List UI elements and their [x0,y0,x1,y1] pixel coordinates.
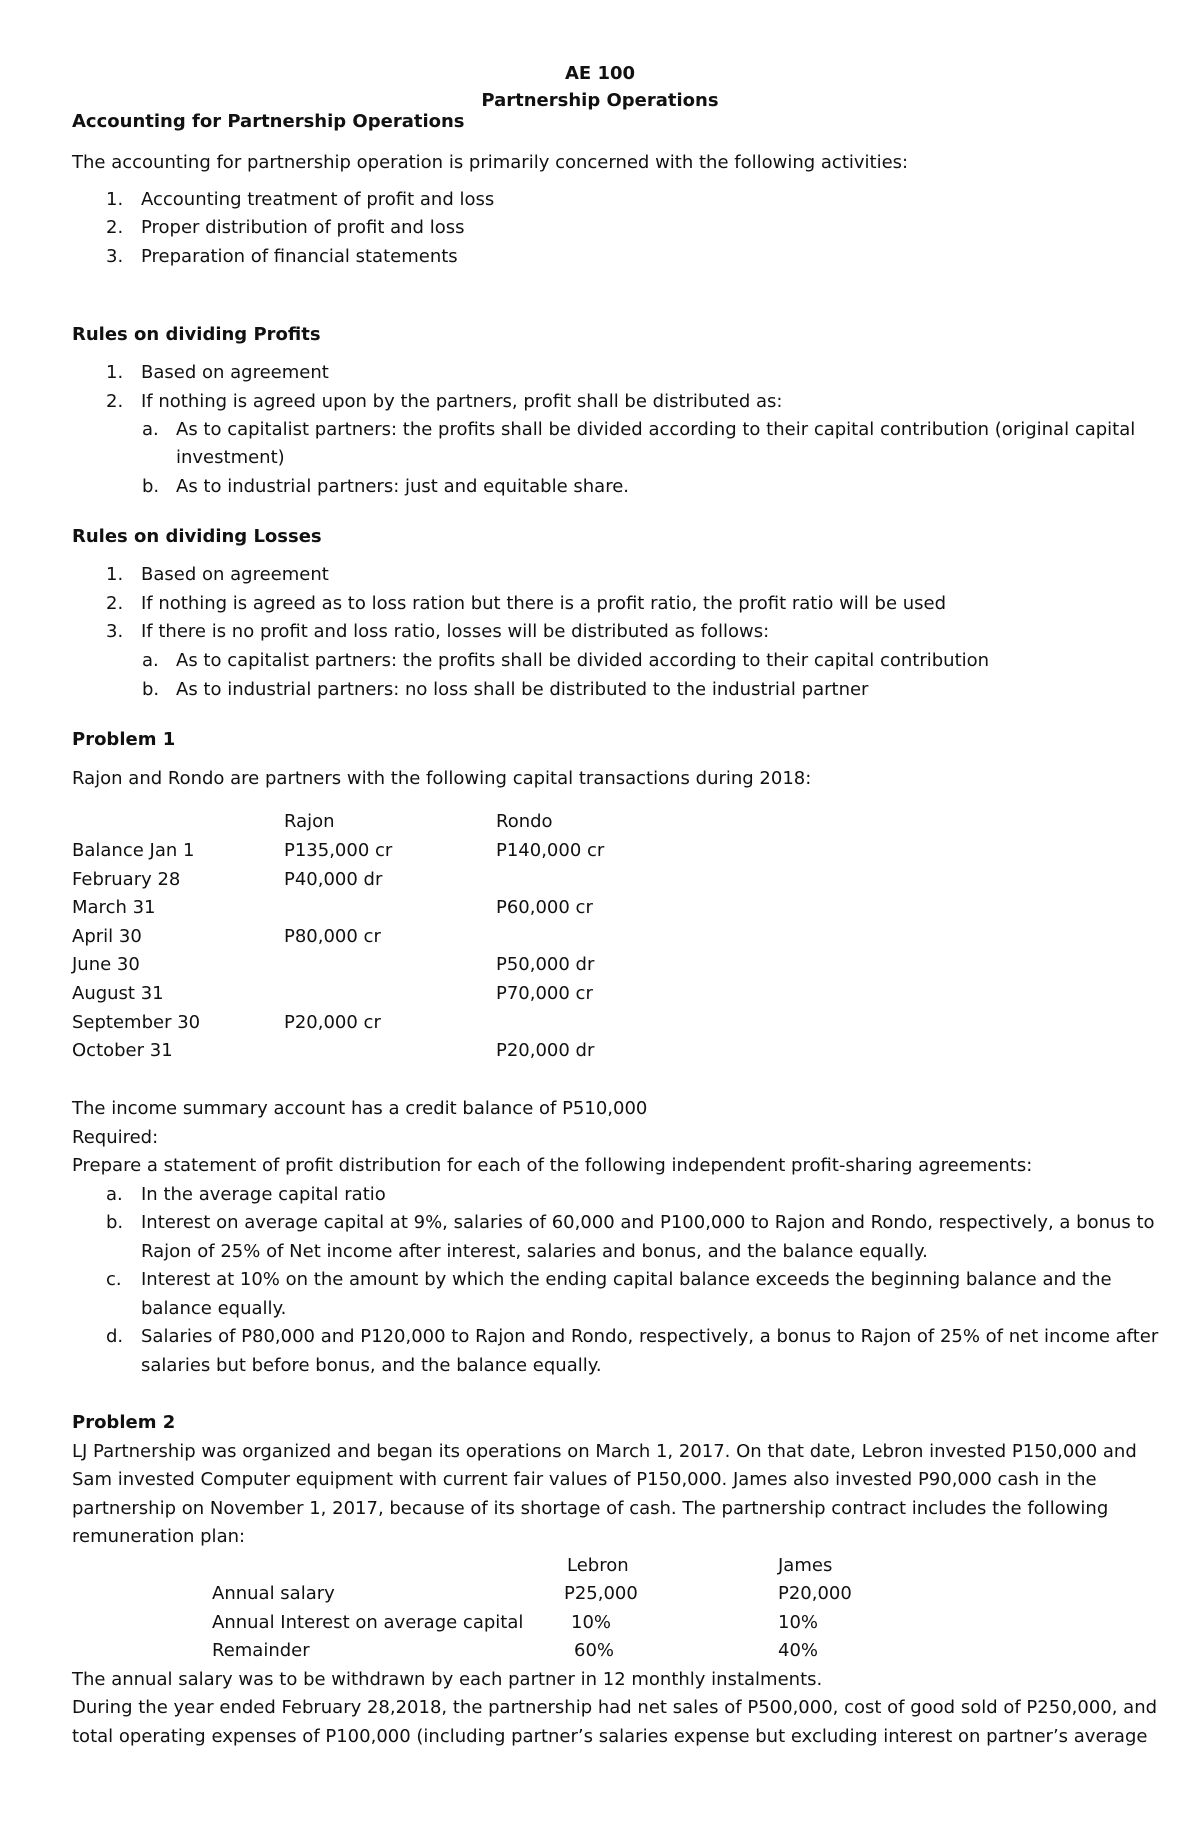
list-item: Preparation of financial statements [141,246,458,267]
row-label: September 30 [72,1012,201,1033]
lebron-cell: P25,000 [564,1583,638,1604]
sublist-letter: b. [142,476,160,497]
list-item: Accounting treatment of profit and loss [141,189,495,210]
income-summary-line: The income summary account has a credit balance of P510,000 [72,1098,648,1119]
section-title-losses: Rules on dividing Losses [72,526,322,547]
list-number: 2. [106,217,124,238]
problem2-paragraph-line: LJ Partnership was organized and began its operations on March 1, 2017. On that date, Lebron invested P150,000 and [72,1441,1137,1462]
rajon-cell: P40,000 dr [284,869,383,890]
rondo-cell: P20,000 dr [496,1040,595,1061]
problem2-paragraph-line: remuneration plan: [72,1526,246,1547]
sublist-letter: b. [142,679,160,700]
sublist-item: As to capitalist partners: the profits shall be divided according to their capital contribution (original capital [176,419,1136,440]
section-title-profits: Rules on dividing Profits [72,324,321,345]
row-label: Annual Interest on average capital [212,1612,524,1633]
james-cell: 10% [778,1612,819,1633]
rondo-cell: P140,000 cr [496,840,605,861]
section-title-accounting: Accounting for Partnership Operations [72,111,465,132]
problem2-paragraph-line: partnership on November 1, 2017, because of its shortage of cash. The partnership contract includes the following [72,1498,1109,1519]
problem2-text-line: total operating expenses of P100,000 (including partner’s salaries expense but excluding interest on partner’s average [72,1726,1148,1747]
rondo-cell: P50,000 dr [496,954,595,975]
option-text: In the average capital ratio [141,1184,386,1205]
column-header-rajon: Rajon [284,811,335,832]
column-header-rondo: Rondo [496,811,553,832]
sublist-item: As to capitalist partners: the profits shall be divided according to their capital contribution [176,650,990,671]
row-label: Balance Jan 1 [72,840,195,861]
problem1-intro: Rajon and Rondo are partners with the following capital transactions during 2018: [72,768,812,789]
column-header-lebron: Lebron [567,1555,629,1576]
option-text: Salaries of P80,000 and P120,000 to Rajon and Rondo, respectively, a bonus to Rajon of 25% of net income after [141,1326,1159,1347]
problem2-text-line: During the year ended February 28,2018, the partnership had net sales of P500,000, cost of good sold of P250,000, and [72,1697,1158,1718]
list-number: 2. [106,391,124,412]
james-cell: P20,000 [778,1583,852,1604]
row-label: Remainder [212,1640,310,1661]
row-label: March 31 [72,897,156,918]
option-letter: b. [106,1212,124,1233]
accounting-intro: The accounting for partnership operation is primarily concerned with the following activities: [72,152,909,173]
list-number: 2. [106,593,124,614]
list-number: 1. [106,189,124,210]
list-item: Based on agreement [141,362,329,383]
problem2-paragraph-line: Sam invested Computer equipment with current fair values of P150,000. James also invested P90,000 cash in the [72,1469,1097,1490]
sublist-item: As to industrial partners: no loss shall be distributed to the industrial partner [176,679,869,700]
row-label: April 30 [72,926,142,947]
rondo-cell: P60,000 cr [496,897,593,918]
lebron-cell: 60% [574,1640,615,1661]
rajon-cell: P80,000 cr [284,926,381,947]
row-label: August 31 [72,983,164,1004]
row-label: February 28 [72,869,181,890]
row-label: June 30 [72,954,140,975]
option-text-continued: salaries but before bonus, and the balance equally. [141,1355,602,1376]
list-item: Based on agreement [141,564,329,585]
column-header-james: James [778,1555,833,1576]
sublist-item: As to industrial partners: just and equitable share. [176,476,629,497]
sublist-item-continued: investment) [176,447,285,468]
problem2-text-line: The annual salary was to be withdrawn by each partner in 12 monthly instalments. [72,1669,823,1690]
list-number: 3. [106,621,124,642]
rajon-cell: P135,000 cr [284,840,393,861]
row-label: Annual salary [212,1583,335,1604]
rondo-cell: P70,000 cr [496,983,593,1004]
list-number: 3. [106,246,124,267]
prepare-instruction: Prepare a statement of profit distribution for each of the following independent profit-sharing agreements: [72,1155,1033,1176]
problem2-title: Problem 2 [72,1412,176,1433]
list-number: 1. [106,362,124,383]
problem1-title: Problem 1 [72,729,176,750]
list-item: If there is no profit and loss ratio, losses will be distributed as follows: [141,621,770,642]
option-letter: d. [106,1326,124,1347]
list-item: Proper distribution of profit and loss [141,217,465,238]
list-number: 1. [106,564,124,585]
lebron-cell: 10% [571,1612,612,1633]
list-item: If nothing is agreed as to loss ration but there is a profit ratio, the profit ratio will be used [141,593,947,614]
course-code: AE 100 [564,63,636,84]
document-subtitle: Partnership Operations [481,90,719,111]
required-label: Required: [72,1127,159,1148]
option-letter: a. [106,1184,123,1205]
sublist-letter: a. [142,650,159,671]
james-cell: 40% [778,1640,819,1661]
option-text: Interest on average capital at 9%, salaries of 60,000 and P100,000 to Rajon and Rondo, respectively, a bonus to [141,1212,1155,1233]
rajon-cell: P20,000 cr [284,1012,381,1033]
sublist-letter: a. [142,419,159,440]
option-text-continued: balance equally. [141,1298,287,1319]
option-text: Interest at 10% on the amount by which the ending capital balance exceeds the beginning balance and the [141,1269,1112,1290]
option-letter: c. [106,1269,122,1290]
option-text-continued: Rajon of 25% of Net income after interest, salaries and bonus, and the balance equally. [141,1241,928,1262]
list-item: If nothing is agreed upon by the partners, profit shall be distributed as: [141,391,783,412]
row-label: October 31 [72,1040,173,1061]
